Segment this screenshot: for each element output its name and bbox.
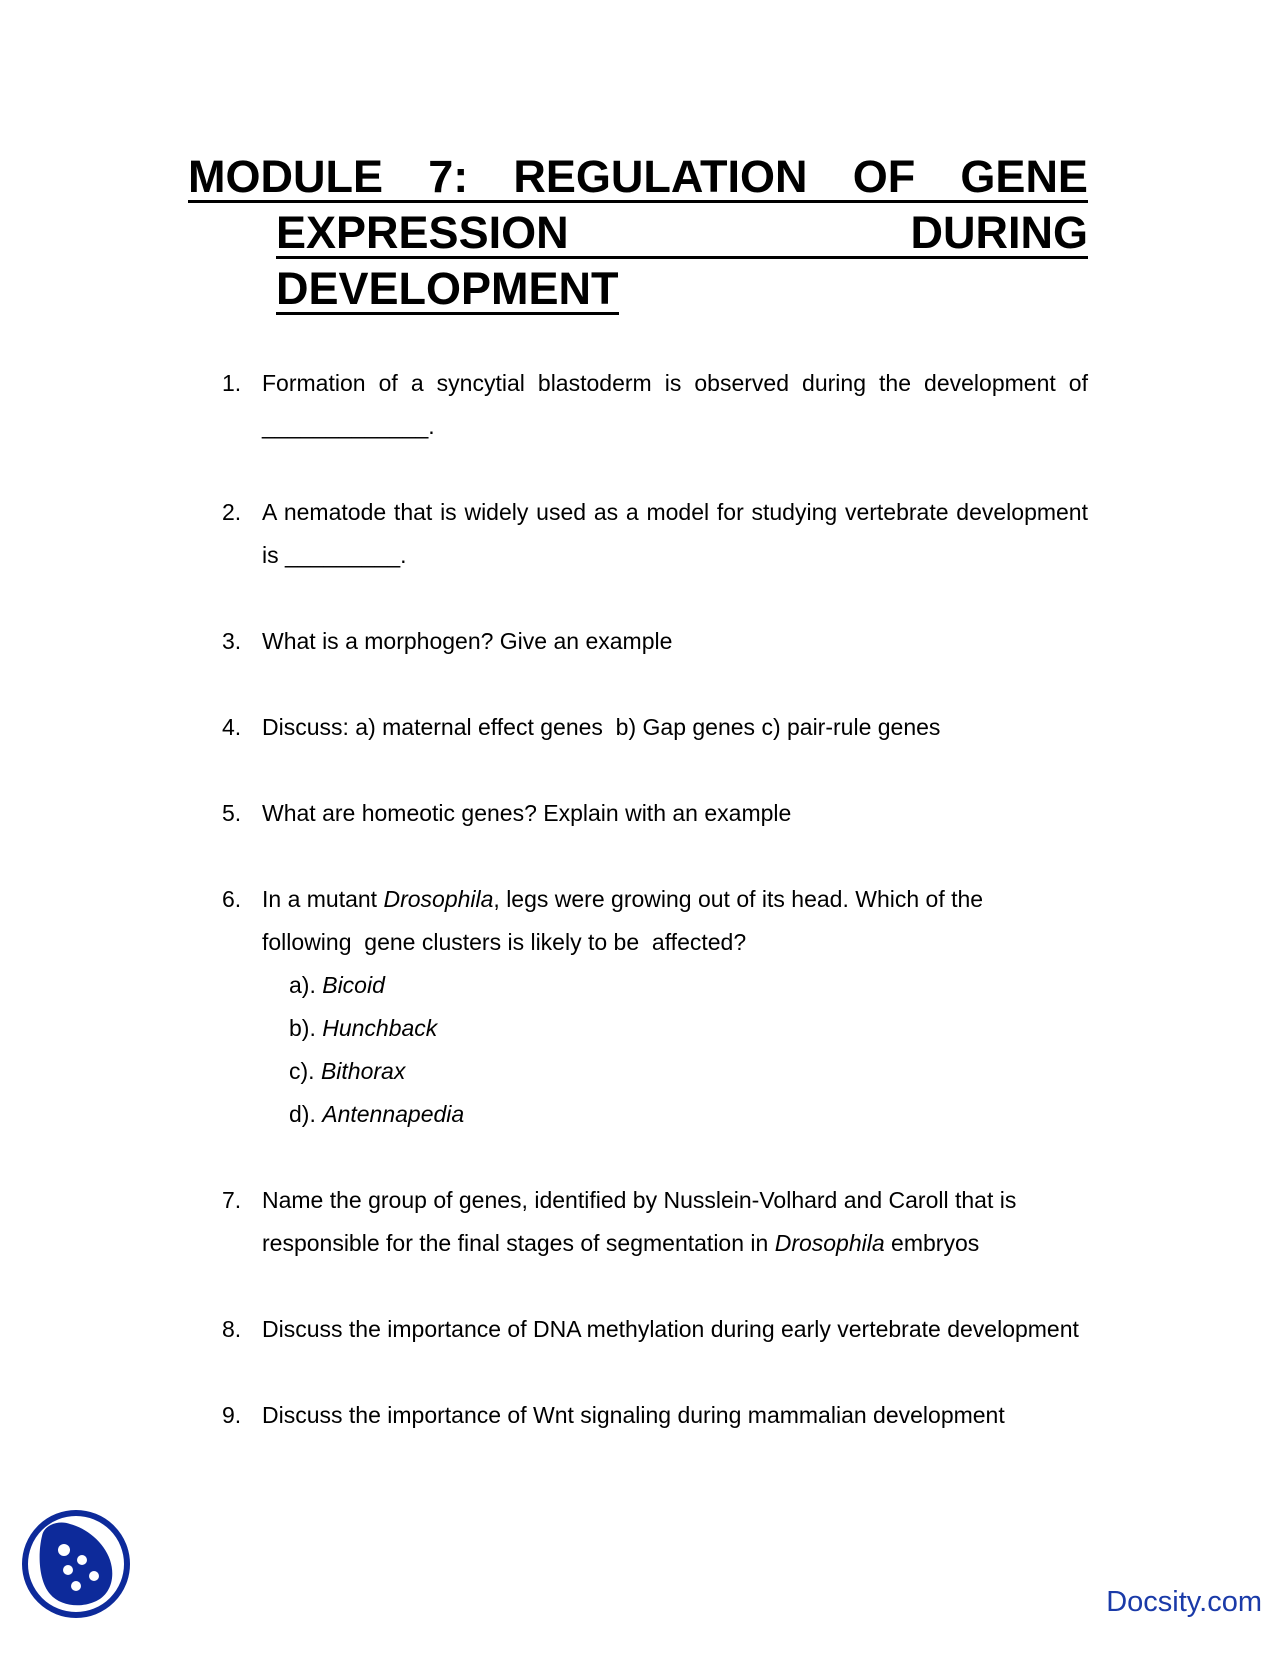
option-a <box>289 964 1088 1007</box>
option-label: c). <box>289 1058 315 1084</box>
title-word: OF <box>852 151 916 202</box>
question-5 <box>222 792 1088 835</box>
question-text-pre: Name the group of genes, identified by Nusslein-Volhard and Caroll that is responsible for the final stages of segmentation in <box>262 1187 1017 1256</box>
title-word: EXPRESSION <box>276 207 569 258</box>
page-title <box>188 150 1088 318</box>
question-list <box>222 362 1088 1480</box>
question-text-italic: Drosophila <box>383 886 494 912</box>
question-6 <box>222 878 1088 1136</box>
title-word: MODULE <box>188 151 383 202</box>
question-number: 3. <box>222 628 242 654</box>
option-d <box>289 1093 1088 1136</box>
option-label: a). <box>289 972 316 998</box>
question-text: What are homeotic genes? Explain with an example <box>262 800 792 826</box>
option-value: Bithorax <box>320 1058 406 1084</box>
question-text <box>262 1179 1088 1265</box>
title-line-2 <box>276 206 1088 259</box>
question-text-post: , legs were growing out of its head. Which of the following gene clusters is likely to be affected? <box>262 886 990 955</box>
question-text: A nematode that is widely used as a model for studying vertebrate development is _________. <box>262 499 1088 568</box>
question-number: 2. <box>222 499 242 525</box>
option-label: b). <box>289 1015 316 1041</box>
question-number: 6. <box>222 886 242 912</box>
option-list <box>289 964 1088 1136</box>
question-text-pre: In a mutant <box>262 886 384 912</box>
question-7 <box>222 1179 1088 1265</box>
question-text-post: embryos <box>884 1230 980 1256</box>
question-text: Discuss: a) maternal effect genes b) Gap genes c) pair-rule genes <box>262 714 941 740</box>
title-word: GENE <box>960 151 1088 202</box>
title-word: REGULATION <box>513 151 808 202</box>
question-8 <box>222 1308 1088 1351</box>
title-word: DEVELOPMENT <box>276 263 619 314</box>
docsity-logo-icon <box>20 1508 132 1620</box>
question-text: What is a morphogen? Give an example <box>262 628 673 654</box>
question-9 <box>222 1394 1088 1437</box>
question-number: 5. <box>222 800 242 826</box>
question-number: 4. <box>222 714 242 740</box>
question-3 <box>222 620 1088 663</box>
question-text-italic: Drosophila <box>774 1230 885 1256</box>
question-1 <box>222 362 1088 448</box>
docsity-brand-text[interactable]: Docsity.com <box>1106 1586 1262 1618</box>
question-number: 9. <box>222 1402 242 1428</box>
question-2 <box>222 491 1088 577</box>
option-c <box>289 1050 1088 1093</box>
option-value: Bicoid <box>322 972 385 998</box>
question-4 <box>222 706 1088 749</box>
question-number: 8. <box>222 1316 242 1342</box>
option-value: Antennapedia <box>322 1101 465 1127</box>
title-word: DURING <box>910 207 1088 258</box>
option-value: Hunchback <box>322 1015 438 1041</box>
option-label: d). <box>289 1101 316 1127</box>
question-text: Discuss the importance of DNA methylation during early vertebrate development <box>262 1316 1079 1342</box>
title-line-3 <box>276 262 619 315</box>
question-text: Formation of a syncytial blastoderm is observed during the development of _____________. <box>262 370 1088 439</box>
question-number: 1. <box>222 370 242 396</box>
question-text: Discuss the importance of Wnt signaling during mammalian development <box>262 1402 1005 1428</box>
question-number: 7. <box>222 1187 242 1213</box>
title-line-1 <box>188 150 1088 203</box>
question-text <box>262 878 1022 964</box>
title-word: 7: <box>428 151 469 202</box>
option-b <box>289 1007 1088 1050</box>
